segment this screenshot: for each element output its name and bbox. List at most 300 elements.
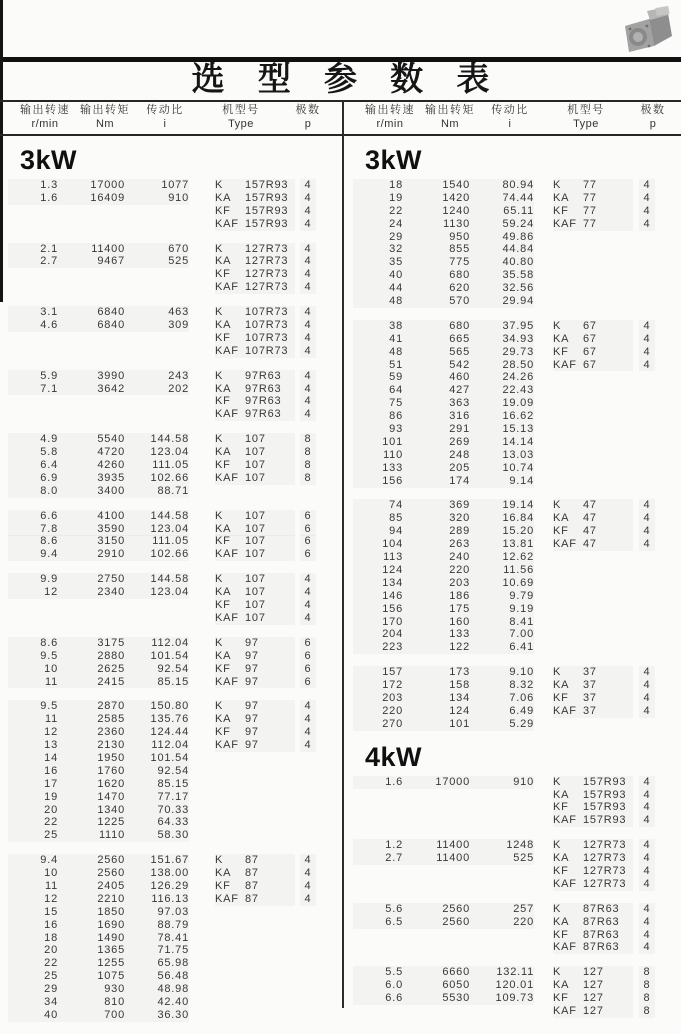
table-row bbox=[345, 666, 681, 679]
table-row bbox=[0, 205, 341, 218]
torque-value: 5530 bbox=[403, 992, 470, 1005]
table-row bbox=[345, 966, 681, 979]
poles-value: 4 bbox=[639, 679, 655, 692]
speed-value: 12 bbox=[8, 893, 58, 906]
bolt bbox=[648, 45, 651, 48]
type-prefix: KA bbox=[215, 192, 245, 205]
type-model: 107 bbox=[245, 459, 295, 472]
ratio-value: 112.04 bbox=[125, 739, 189, 752]
ratio-value: 10.69 bbox=[470, 577, 534, 590]
type-model: 97 bbox=[245, 739, 295, 752]
type-model: 127R73 bbox=[583, 878, 633, 891]
ratio-value: 40.80 bbox=[470, 256, 534, 269]
table-row bbox=[0, 179, 341, 192]
torque-value: 175 bbox=[403, 603, 470, 616]
ratio-value: 670 bbox=[125, 243, 189, 256]
type-prefix: KF bbox=[215, 726, 245, 739]
type-prefix: K bbox=[215, 700, 245, 713]
ratio-value: 16.84 bbox=[470, 512, 534, 525]
table-row bbox=[345, 333, 681, 346]
type-model: 157R93 bbox=[583, 776, 633, 789]
ratio-value: 80.94 bbox=[470, 179, 534, 192]
speed-value: 12 bbox=[8, 586, 58, 599]
ratio-value: 19.14 bbox=[470, 499, 534, 512]
speed-value: 16 bbox=[8, 919, 58, 932]
torque-value: 1950 bbox=[58, 752, 125, 765]
type-model: 107 bbox=[245, 612, 295, 625]
table-row bbox=[0, 319, 341, 332]
torque-value: 4100 bbox=[58, 510, 125, 523]
torque-value: 2210 bbox=[58, 893, 125, 906]
speed-value: 156 bbox=[353, 603, 403, 616]
table-row bbox=[0, 433, 341, 446]
ratio-block bbox=[0, 433, 341, 497]
table-row bbox=[345, 590, 681, 603]
torque-value: 1255 bbox=[58, 957, 125, 970]
type-model: 157R93 bbox=[583, 801, 633, 814]
type-model: 47 bbox=[583, 512, 633, 525]
poles-value: 4 bbox=[300, 319, 316, 332]
ratio-value: 58.30 bbox=[125, 829, 189, 842]
ratio-value: 123.04 bbox=[125, 586, 189, 599]
table-row bbox=[0, 700, 341, 713]
table-row bbox=[0, 739, 341, 752]
poles-value: 6 bbox=[300, 676, 316, 689]
type-model: 87R63 bbox=[583, 929, 633, 942]
ratio-value: 85.15 bbox=[125, 778, 189, 791]
table-row bbox=[345, 231, 681, 244]
type-prefix: K bbox=[215, 510, 245, 523]
poles-value: 4 bbox=[639, 512, 655, 525]
torque-value: 2880 bbox=[58, 650, 125, 663]
speed-value: 18 bbox=[8, 932, 58, 945]
column-label: 极数 bbox=[295, 104, 321, 116]
table-row bbox=[0, 218, 341, 231]
column-divider-line bbox=[342, 100, 344, 1008]
poles-value: 4 bbox=[639, 538, 655, 551]
torque-value: 2560 bbox=[403, 916, 470, 929]
ratio-value: 220 bbox=[470, 916, 534, 929]
poles-value: 4 bbox=[639, 333, 655, 346]
speed-value: 104 bbox=[353, 538, 403, 551]
type-model: 97R63 bbox=[245, 408, 295, 421]
type-prefix: K bbox=[553, 776, 583, 789]
poles-value: 4 bbox=[639, 692, 655, 705]
table-row bbox=[345, 789, 681, 802]
table-row bbox=[0, 383, 341, 396]
poles-value: 4 bbox=[300, 243, 316, 256]
ratio-block bbox=[0, 637, 341, 689]
torque-value: 542 bbox=[403, 359, 470, 372]
type-model: 127R73 bbox=[245, 243, 295, 256]
poles-value: 8 bbox=[300, 459, 316, 472]
ratio-block bbox=[345, 666, 681, 730]
type-model: 107R73 bbox=[245, 332, 295, 345]
type-model: 77 bbox=[583, 218, 633, 231]
poles-value: 4 bbox=[300, 205, 316, 218]
poles-value: 4 bbox=[300, 332, 316, 345]
torque-value: 2750 bbox=[58, 573, 125, 586]
speed-value: 40 bbox=[8, 1009, 58, 1022]
table-row bbox=[0, 676, 341, 689]
ratio-value: 120.01 bbox=[470, 979, 534, 992]
ratio-block bbox=[345, 903, 681, 955]
poles-value: 8 bbox=[300, 433, 316, 446]
torque-value: 620 bbox=[403, 282, 470, 295]
speed-value: 34 bbox=[8, 996, 58, 1009]
table-row bbox=[345, 295, 681, 308]
ratio-value: 910 bbox=[470, 776, 534, 789]
poles-value: 4 bbox=[639, 789, 655, 802]
table-row bbox=[0, 637, 341, 650]
torque-value: 3400 bbox=[58, 485, 125, 498]
poles-value: 4 bbox=[300, 713, 316, 726]
page-title: 选 型 参 数 表 bbox=[191, 60, 502, 97]
speed-value: 40 bbox=[353, 269, 403, 282]
torque-value: 700 bbox=[58, 1009, 125, 1022]
table-row bbox=[345, 692, 681, 705]
ratio-block bbox=[345, 839, 681, 891]
torque-value: 460 bbox=[403, 371, 470, 384]
ratio-value: 22.43 bbox=[470, 384, 534, 397]
table-row bbox=[345, 941, 681, 954]
speed-value: 6.5 bbox=[353, 916, 403, 929]
speed-value: 2.1 bbox=[8, 243, 58, 256]
ratio-value: 102.66 bbox=[125, 472, 189, 485]
table-row bbox=[0, 996, 341, 1009]
ratio-value: 74.44 bbox=[470, 192, 534, 205]
torque-value: 2560 bbox=[403, 903, 470, 916]
table-row bbox=[345, 218, 681, 231]
speed-value: 38 bbox=[353, 320, 403, 333]
table-row bbox=[0, 957, 341, 970]
table-row bbox=[0, 573, 341, 586]
type-prefix: KF bbox=[215, 205, 245, 218]
ratio-value: 36.30 bbox=[125, 1009, 189, 1022]
table-row bbox=[0, 192, 341, 205]
ratio-value: 15.20 bbox=[470, 525, 534, 538]
torque-value: 2415 bbox=[58, 676, 125, 689]
torque-value: 680 bbox=[403, 269, 470, 282]
type-prefix: KA bbox=[553, 333, 583, 346]
torque-value: 134 bbox=[403, 692, 470, 705]
ratio-block bbox=[345, 966, 681, 1018]
power-section-heading: 4kW bbox=[365, 741, 423, 772]
ratio-value: 109.73 bbox=[470, 992, 534, 1005]
speed-value: 5.5 bbox=[353, 966, 403, 979]
poles-value: 4 bbox=[639, 916, 655, 929]
type-prefix: KF bbox=[553, 992, 583, 1005]
torque-value: 122 bbox=[403, 641, 470, 654]
table-row bbox=[345, 577, 681, 590]
column-unit: r/min bbox=[376, 118, 404, 130]
table-row bbox=[345, 384, 681, 397]
poles-value: 8 bbox=[300, 446, 316, 459]
table-row bbox=[0, 829, 341, 842]
table-row bbox=[345, 916, 681, 929]
poles-value: 4 bbox=[639, 346, 655, 359]
speed-value: 220 bbox=[353, 705, 403, 718]
ratio-value: 144.58 bbox=[125, 573, 189, 586]
ratio-value: 29.73 bbox=[470, 346, 534, 359]
torque-value: 810 bbox=[58, 996, 125, 1009]
ratio-value: 124.44 bbox=[125, 726, 189, 739]
ratio-block bbox=[0, 306, 341, 358]
torque-value: 263 bbox=[403, 538, 470, 551]
table-row bbox=[0, 306, 341, 319]
table-row bbox=[0, 510, 341, 523]
ratio-value: 97.03 bbox=[125, 906, 189, 919]
ratio-value: 70.33 bbox=[125, 804, 189, 817]
type-model: 107 bbox=[245, 446, 295, 459]
speed-value: 146 bbox=[353, 590, 403, 603]
type-model: 127R73 bbox=[583, 852, 633, 865]
type-model: 67 bbox=[583, 346, 633, 359]
table-row bbox=[345, 801, 681, 814]
ratio-value: 48.98 bbox=[125, 983, 189, 996]
type-model: 97 bbox=[245, 663, 295, 676]
type-model: 107 bbox=[245, 599, 295, 612]
speed-value: 18 bbox=[353, 179, 403, 192]
ratio-value: 65.98 bbox=[125, 957, 189, 970]
column-headers-right bbox=[345, 103, 681, 133]
speed-value: 7.8 bbox=[8, 523, 58, 536]
speed-value: 133 bbox=[353, 462, 403, 475]
poles-value: 4 bbox=[300, 612, 316, 625]
ratio-value: 8.41 bbox=[470, 616, 534, 629]
ratio-value: 112.04 bbox=[125, 637, 189, 650]
ratio-value: 150.80 bbox=[125, 700, 189, 713]
bolt bbox=[646, 25, 649, 28]
poles-value: 6 bbox=[300, 510, 316, 523]
type-model: 67 bbox=[583, 333, 633, 346]
ratio-value: 28.50 bbox=[470, 359, 534, 372]
ratio-value: 71.75 bbox=[125, 944, 189, 957]
type-prefix: KA bbox=[215, 523, 245, 536]
type-prefix: KA bbox=[215, 650, 245, 663]
ratio-value: 9.14 bbox=[470, 475, 534, 488]
torque-value: 1760 bbox=[58, 765, 125, 778]
speed-value: 13 bbox=[8, 739, 58, 752]
ratio-value: 102.66 bbox=[125, 548, 189, 561]
speed-value: 9.5 bbox=[8, 650, 58, 663]
table-row bbox=[345, 269, 681, 282]
table-row bbox=[345, 992, 681, 1005]
poles-value: 4 bbox=[300, 218, 316, 231]
torque-value: 3590 bbox=[58, 523, 125, 536]
torque-value: 4720 bbox=[58, 446, 125, 459]
type-model: 127 bbox=[583, 966, 633, 979]
speed-value: 3.1 bbox=[8, 306, 58, 319]
column-unit: r/min bbox=[31, 118, 59, 130]
ratio-value: 138.00 bbox=[125, 867, 189, 880]
type-prefix: K bbox=[215, 243, 245, 256]
poles-value: 4 bbox=[639, 801, 655, 814]
speed-value: 6.0 bbox=[353, 979, 403, 992]
type-model: 77 bbox=[583, 205, 633, 218]
poles-value: 4 bbox=[300, 880, 316, 893]
table-row bbox=[0, 816, 341, 829]
poles-value: 4 bbox=[639, 776, 655, 789]
ratio-block bbox=[0, 854, 341, 1022]
poles-value: 4 bbox=[300, 383, 316, 396]
torque-value: 1075 bbox=[58, 970, 125, 983]
table-row bbox=[0, 867, 341, 880]
ratio-block bbox=[345, 776, 681, 828]
speed-value: 22 bbox=[8, 957, 58, 970]
speed-value: 64 bbox=[353, 384, 403, 397]
table-row bbox=[0, 395, 341, 408]
torque-value: 158 bbox=[403, 679, 470, 692]
ratio-value: 8.32 bbox=[470, 679, 534, 692]
poles-value: 4 bbox=[639, 499, 655, 512]
torque-value: 6840 bbox=[58, 319, 125, 332]
torque-value: 2560 bbox=[58, 867, 125, 880]
ratio-value: 42.40 bbox=[125, 996, 189, 1009]
table-row bbox=[0, 459, 341, 472]
speed-value: 110 bbox=[353, 449, 403, 462]
speed-value: 1.2 bbox=[353, 839, 403, 852]
speed-value: 59 bbox=[353, 371, 403, 384]
column-unit: Type bbox=[573, 118, 599, 130]
speed-value: 93 bbox=[353, 423, 403, 436]
table-row bbox=[0, 970, 341, 983]
poles-value: 6 bbox=[300, 650, 316, 663]
torque-value: 427 bbox=[403, 384, 470, 397]
ratio-block bbox=[0, 179, 341, 231]
table-row bbox=[345, 538, 681, 551]
type-prefix: KAF bbox=[553, 941, 583, 954]
ratio-value: 49.86 bbox=[470, 231, 534, 244]
poles-value: 4 bbox=[639, 903, 655, 916]
torque-value: 9467 bbox=[58, 255, 125, 268]
poles-value: 4 bbox=[639, 525, 655, 538]
poles-value: 4 bbox=[639, 814, 655, 827]
gearbox-product-photo bbox=[619, 4, 675, 58]
type-model: 157R93 bbox=[583, 789, 633, 802]
ratio-value: 101.54 bbox=[125, 752, 189, 765]
type-model: 157R93 bbox=[583, 814, 633, 827]
table-row bbox=[345, 282, 681, 295]
speed-value: 5.6 bbox=[353, 903, 403, 916]
table-row bbox=[345, 705, 681, 718]
speed-value: 170 bbox=[353, 616, 403, 629]
speed-value: 25 bbox=[8, 829, 58, 842]
speed-value: 19 bbox=[8, 791, 58, 804]
type-prefix: KAF bbox=[215, 345, 245, 358]
ratio-value: 463 bbox=[125, 306, 189, 319]
type-prefix: KAF bbox=[215, 739, 245, 752]
type-prefix: KAF bbox=[553, 705, 583, 718]
table-row bbox=[345, 718, 681, 731]
ratio-value: 132.11 bbox=[470, 966, 534, 979]
torque-value: 1240 bbox=[403, 205, 470, 218]
type-prefix: K bbox=[553, 966, 583, 979]
ratio-value: 910 bbox=[125, 192, 189, 205]
poles-value: 6 bbox=[300, 663, 316, 676]
poles-value: 4 bbox=[639, 666, 655, 679]
speed-value: 1.6 bbox=[353, 776, 403, 789]
column-label: 极数 bbox=[640, 104, 666, 116]
column-label: 输出转速 bbox=[365, 104, 415, 116]
type-prefix: KF bbox=[553, 692, 583, 705]
type-model: 87R63 bbox=[583, 903, 633, 916]
ratio-value: 64.33 bbox=[125, 816, 189, 829]
type-prefix: KF bbox=[215, 459, 245, 472]
poles-value: 4 bbox=[639, 705, 655, 718]
column-unit: p bbox=[304, 118, 312, 130]
type-prefix: K bbox=[553, 839, 583, 852]
torque-value: 3990 bbox=[58, 370, 125, 383]
speed-value: 2.7 bbox=[353, 852, 403, 865]
type-model: 107 bbox=[245, 535, 295, 548]
ratio-value: 6.49 bbox=[470, 705, 534, 718]
type-prefix: KF bbox=[215, 395, 245, 408]
type-prefix: KA bbox=[553, 789, 583, 802]
type-model: 47 bbox=[583, 525, 633, 538]
speed-value: 25 bbox=[8, 970, 58, 983]
ratio-value: 525 bbox=[125, 255, 189, 268]
table-row bbox=[345, 397, 681, 410]
speed-value: 113 bbox=[353, 551, 403, 564]
type-prefix: KA bbox=[215, 713, 245, 726]
type-prefix: K bbox=[215, 573, 245, 586]
type-prefix: KAF bbox=[553, 814, 583, 827]
type-model: 97 bbox=[245, 650, 295, 663]
table-row bbox=[345, 603, 681, 616]
type-prefix: K bbox=[215, 370, 245, 383]
torque-value: 775 bbox=[403, 256, 470, 269]
table-row bbox=[0, 726, 341, 739]
type-prefix: KF bbox=[553, 205, 583, 218]
type-prefix: KF bbox=[553, 525, 583, 538]
poles-value: 4 bbox=[300, 599, 316, 612]
type-prefix: KA bbox=[215, 383, 245, 396]
ratio-block bbox=[0, 370, 341, 422]
ratio-value: 111.05 bbox=[125, 459, 189, 472]
speed-value: 11 bbox=[8, 880, 58, 893]
table-row bbox=[345, 525, 681, 538]
ratio-value: 65.11 bbox=[470, 205, 534, 218]
column-header-ratio bbox=[125, 103, 205, 131]
torque-value: 855 bbox=[403, 243, 470, 256]
column-label: 传动比 bbox=[491, 104, 529, 116]
type-model: 87 bbox=[245, 854, 295, 867]
type-model: 47 bbox=[583, 499, 633, 512]
speed-value: 5.9 bbox=[8, 370, 58, 383]
table-row bbox=[345, 616, 681, 629]
table-row bbox=[0, 983, 341, 996]
torque-value: 133 bbox=[403, 628, 470, 641]
ratio-value: 88.71 bbox=[125, 485, 189, 498]
table-row bbox=[0, 1009, 341, 1022]
type-prefix: K bbox=[553, 903, 583, 916]
torque-value: 2405 bbox=[58, 880, 125, 893]
ratio-value: 144.58 bbox=[125, 433, 189, 446]
poles-value: 4 bbox=[300, 268, 316, 281]
table-row bbox=[0, 548, 341, 561]
speed-value: 48 bbox=[353, 346, 403, 359]
type-model: 37 bbox=[583, 692, 633, 705]
torque-value: 950 bbox=[403, 231, 470, 244]
type-model: 97R63 bbox=[245, 370, 295, 383]
torque-value: 6840 bbox=[58, 306, 125, 319]
torque-value: 680 bbox=[403, 320, 470, 333]
speed-value: 9.5 bbox=[8, 700, 58, 713]
speed-value: 10 bbox=[8, 867, 58, 880]
poles-value: 4 bbox=[639, 941, 655, 954]
poles-value: 4 bbox=[300, 255, 316, 268]
